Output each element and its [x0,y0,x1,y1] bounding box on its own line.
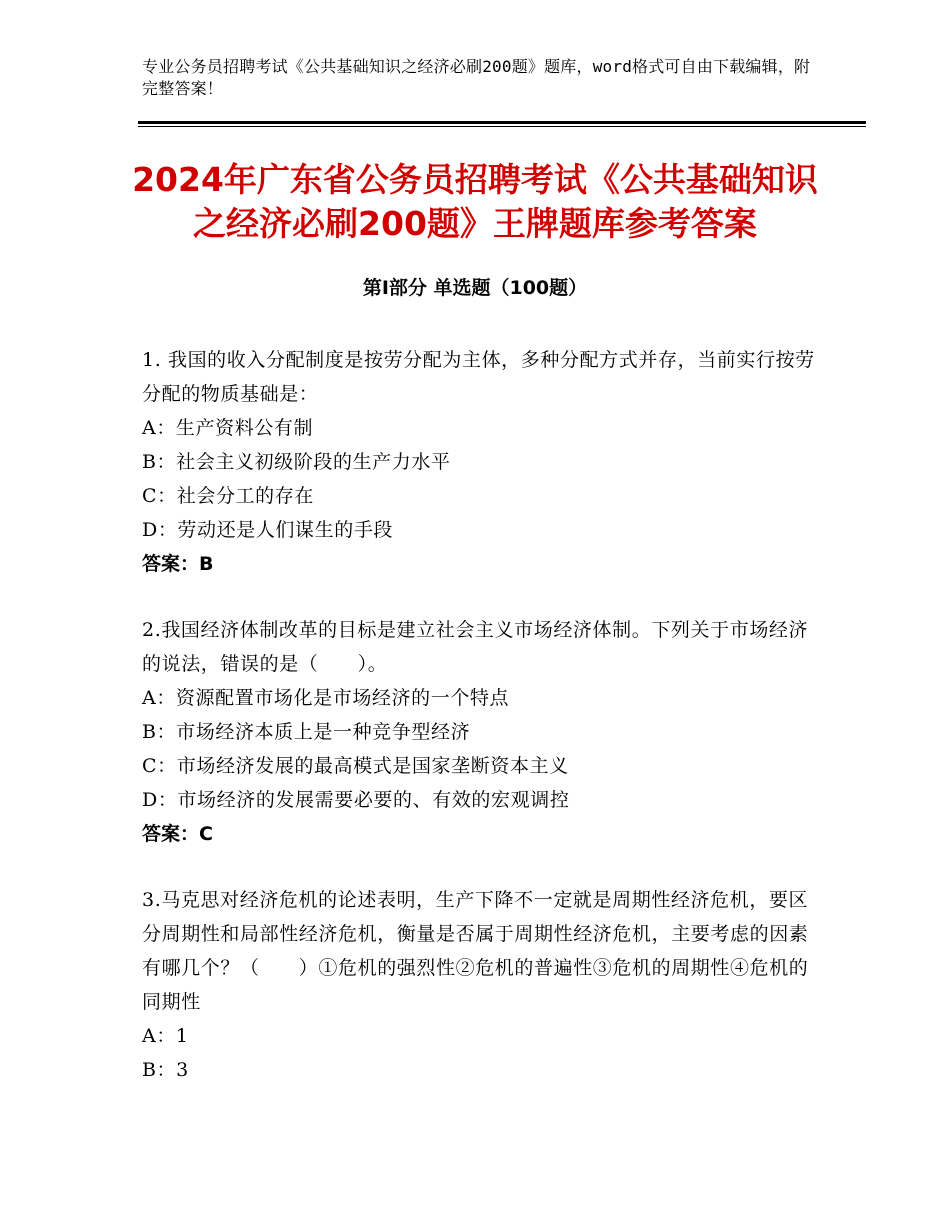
question-list [142,343,822,1119]
option-b: B：市场经济本质上是一种竞争型经济 [142,721,471,743]
question-2 [142,613,822,851]
answer-label: 答案：C [142,823,213,845]
header-note: 专业公务员招聘考试《公共基础知识之经济必刷200题》题库，word格式可自由下载编辑，附完整答案！ [142,57,811,98]
option-b: B：社会主义初级阶段的生产力水平 [142,451,451,473]
option-d: D：市场经济的发展需要必要的、有效的宏观调控 [142,789,570,811]
option-c: C：社会分工的存在 [142,485,314,507]
option-a: A：生产资料公有制 [142,417,314,439]
option-a: A：1 [142,1025,189,1047]
option-a: A：资源配置市场化是市场经济的一个特点 [142,687,510,709]
section-title: 第Ⅰ部分 单选题（100题） [362,277,588,299]
question-text: 1. 我国的收入分配制度是按劳分配为主体，多种分配方式并存，当前实行按劳分配的物质基础是： [142,349,815,405]
question-text: 2.我国经济体制改革的目标是建立社会主义市场经济体制。下列关于市场经济的说法，错误的是（ ）。 [142,619,809,675]
option-d: D：劳动还是人们谋生的手段 [142,519,394,541]
question-text: 3.马克思对经济危机的论述表明，生产下降不一定就是周期性经济危机，要区分周期性和局部性经济危机，衡量是否属于周期性经济危机，主要考虑的因素有哪几个？（ ）①危机的强烈性②危机的普遍性③危机的周期性④危机的同期性 [142,889,809,1013]
option-b: B：3 [142,1059,189,1081]
header-rule-thick [138,121,866,124]
answer-label: 答案：B [142,553,214,575]
question-3 [142,883,822,1087]
page-title: 2024年广东省公务员招聘考试《公共基础知识之经济必刷200题》王牌题库参考答案 [132,160,818,243]
option-c: C：市场经济发展的最高模式是国家垄断资本主义 [142,755,569,777]
question-1 [142,343,822,581]
header-rule-thin [138,126,866,127]
